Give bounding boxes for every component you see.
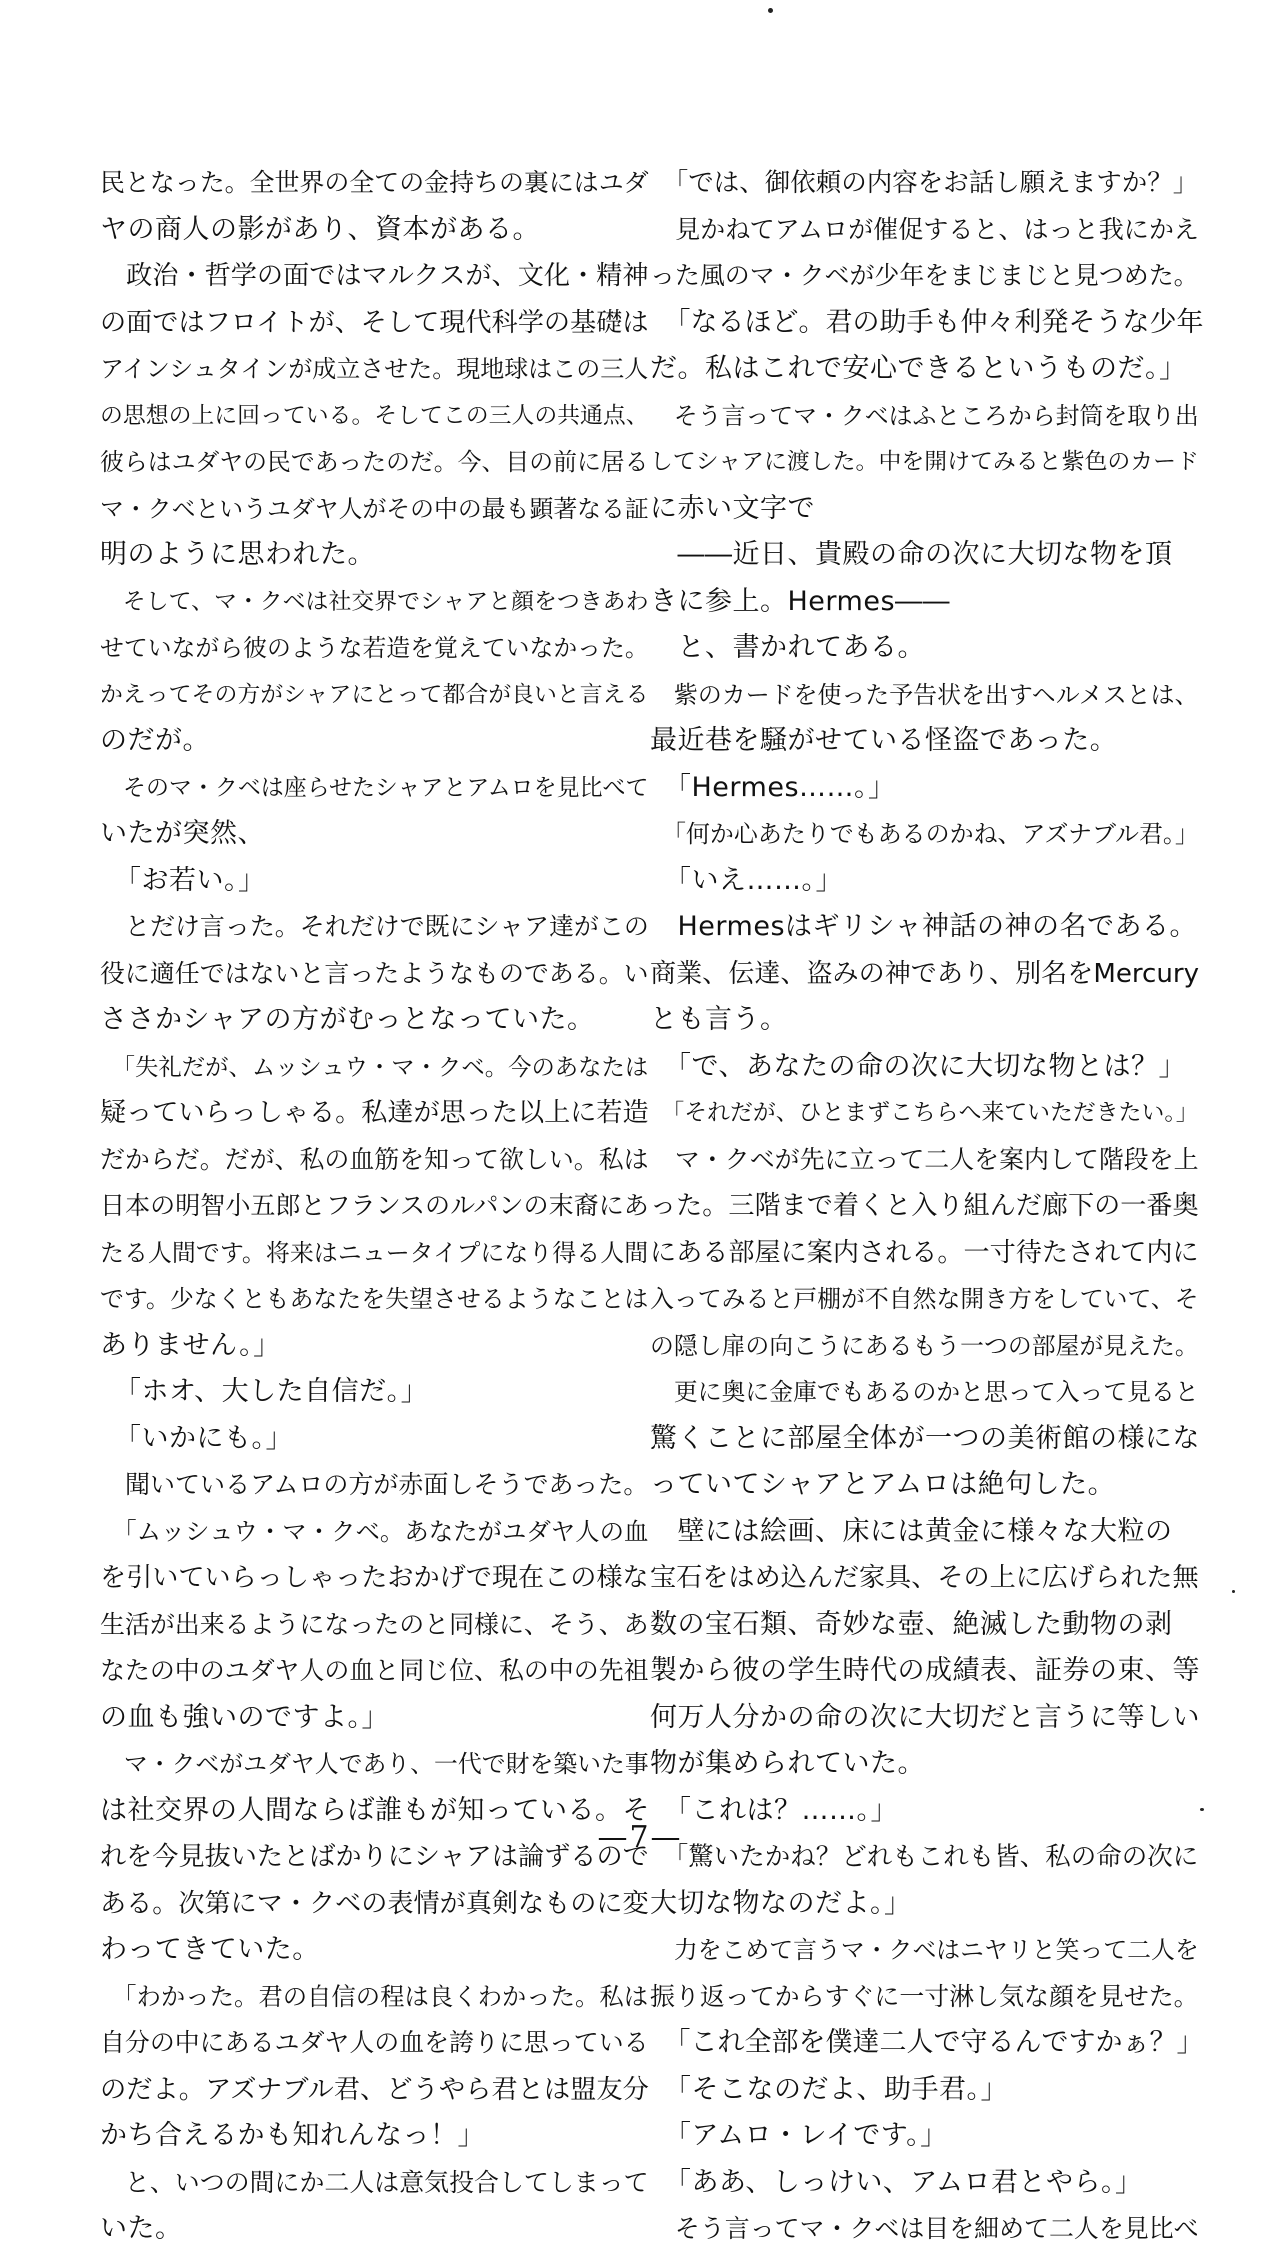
text-line: 物が集められていた。 <box>650 1748 925 1779</box>
text-line: 「いかにも。」 <box>100 1422 293 1454</box>
text-line: 「ああ、しっけい、アムロ君とやら。」 <box>650 2166 1143 2198</box>
text-line: 見かねてアムロが催促すると、はっと我にかえ <box>650 214 1199 244</box>
text-line: った風のマ・クベが少年をまじまじと見つめた。 <box>650 261 1199 290</box>
ink-speck <box>1232 1590 1235 1593</box>
text-line: の面ではフロイトが、そして現代科学の基礎は <box>100 307 649 338</box>
text-line: っていてシャアとアムロは絶句した。 <box>650 1469 1116 1500</box>
text-line: マ・クベが先に立って二人を案内して階段を上 <box>650 1144 1199 1174</box>
text-column-right <box>650 160 1210 2253</box>
text-line: 彼らはユダヤの民であったのだ。今、目の前に居る <box>100 448 649 476</box>
text-line: った。三階まで着くと入り組んだ廊下の一番奥 <box>650 1191 1199 1221</box>
text-line: 政治・哲学の面ではマルクスが、文化・精神 <box>100 261 649 291</box>
text-line: 「これは？……。」 <box>650 1794 898 1826</box>
text-line: 壁には絵画、床には黄金に様々な大粒の <box>650 1515 1173 1547</box>
text-line: 「これ全部を僕達二人で守るんですかぁ？」 <box>650 2027 1204 2058</box>
text-line: 「Hermes……。」 <box>650 771 896 803</box>
text-line: そして、マ・クベは社交界でシャアと顔をつきあわ <box>100 588 649 615</box>
text-line: 紫のカードを使った予告状を出すヘルメスとは、 <box>650 680 1199 709</box>
text-line: と、書かれてある。 <box>650 632 925 663</box>
text-line: 更に奥に金庫でもあるのかと思って入って見ると <box>650 1378 1199 1406</box>
text-line: です。少なくともあなたを失望させるようなことは <box>100 1285 649 1313</box>
text-line: 「ムッシュウ・マ・クベ。あなたがユダヤ人の血 <box>100 1516 649 1546</box>
text-line: 「で、あなたの命の次に大切な物とは？」 <box>650 1050 1186 1082</box>
text-line: とも言う。 <box>650 1004 788 1035</box>
text-line: 驚くことに部屋全体が一つの美術館の様にな <box>650 1422 1200 1454</box>
text-column-left <box>100 160 660 2253</box>
text-line: 商業、伝達、盗みの神であり、別名をMercury <box>650 958 1200 989</box>
text-line: 「なるほど。君の助手も仲々利発そうな少年 <box>650 306 1204 338</box>
text-line: 生活が出来るようになったのと同様に、そう、あ <box>100 1609 649 1639</box>
text-line: 宝石をはめ込んだ家具、その上に広げられた無 <box>650 1563 1199 1593</box>
text-line: せていながら彼のような若造を覚えていなかった。 <box>100 634 649 662</box>
text-line: きに参上。Hermes―― <box>650 585 951 617</box>
text-line: のだよ。アズナブル君、どうやら君とは盟友分 <box>100 2074 649 2105</box>
text-line: を引いていらっしゃったおかげで現在この様な <box>100 1563 649 1593</box>
text-line: 数の宝石類、奇妙な壺、絶滅した動物の剥 <box>650 1608 1173 1640</box>
page-number: —7— <box>597 1820 683 1855</box>
text-line: いた。 <box>100 2213 183 2244</box>
text-line: かえってその方がシャアにとって都合が良いと言える <box>100 681 649 708</box>
text-line: なたの中のユダヤ人の血と同じ位、私の中の先祖 <box>100 1656 649 1685</box>
text-line: のだが。 <box>100 725 210 756</box>
text-line: そう言ってマ・クベは目を細めて二人を見比べ <box>650 2214 1199 2243</box>
text-line: 「ホオ、大した自信だ。」 <box>100 1376 429 1407</box>
text-line: 「驚いたかね？どれもこれも皆、私の命の次に <box>650 1842 1199 1872</box>
text-line: ささかシャアの方がむっとなっていた。 <box>100 1004 595 1035</box>
text-line: 振り返ってからすぐに一寸淋し気な顔を見せた。 <box>650 1981 1199 2011</box>
text-line: だ。私はこれで安心できるというものだ。」 <box>650 353 1187 384</box>
ink-speck <box>1200 1808 1204 1811</box>
text-line: してシャアに渡した。中を開けてみると紫色のカード <box>650 449 1199 475</box>
text-line: たる人間です。将来はニュータイプになり得る人間 <box>100 1238 649 1267</box>
text-line: Hermesはギリシャ神話の神の名である。 <box>650 911 1197 942</box>
text-line: 民となった。全世界の全ての金持ちの裏にはユダ <box>100 168 649 197</box>
text-line: 「それだが、ひとまずこちらへ来ていただきたい。」 <box>650 1100 1199 1126</box>
text-line: いたが突然、 <box>100 818 265 849</box>
text-line: ある。次第にマ・クベの表情が真剣なものに変 <box>100 1888 649 1919</box>
text-line: 「そこなのだよ、助手君。」 <box>650 2073 1008 2105</box>
text-line: 「いえ……。」 <box>650 864 843 896</box>
text-line: は社交界の人間ならば誰もが知っている。そ <box>100 1794 650 1826</box>
text-line: 聞いているアムロの方が赤面しそうであった。 <box>100 1470 649 1499</box>
text-line: ヤの商人の影があり、資本がある。 <box>100 213 540 245</box>
text-line: 日本の明智小五郎とフランスのルパンの末裔にあ <box>100 1191 649 1220</box>
text-line: ――近日、貴殿の命の次に大切な物を頂 <box>650 539 1173 570</box>
text-line: 何万人分かの命の次に大切だと言うに等しい <box>650 1701 1200 1733</box>
text-line: 自分の中にあるユダヤ人の血を誇りに思っている <box>100 2028 649 2057</box>
text-line: 入ってみると戸棚が不自然な開き方をしていて、そ <box>650 1285 1199 1313</box>
ink-speck <box>768 8 773 13</box>
text-line: にある部屋に案内される。一寸待たされて内に <box>650 1237 1199 1268</box>
text-line: 明のように思われた。 <box>100 539 375 570</box>
text-line: かち合えるかも知れんなっ！」 <box>100 2120 485 2151</box>
text-line: とだけ言った。それだけで既にシャア達がこの <box>100 912 649 941</box>
text-line: 「何か心あたりでもあるのかね、アズナブル君。」 <box>650 820 1199 848</box>
text-line: 「アムロ・レイです。」 <box>650 2120 948 2151</box>
text-line: アインシュタインが成立させた。現地球はこの三人 <box>100 355 649 383</box>
text-line: 「失礼だが、ムッシュウ・マ・クベ。今のあなたは <box>100 1052 649 1081</box>
text-line: の思想の上に回っている。そしてこの三人の共通点、 <box>100 402 649 429</box>
text-line: そう言ってマ・クベはふところから封筒を取り出 <box>650 401 1199 430</box>
text-line: ありません。」 <box>100 1329 281 1361</box>
text-line: マ・クベというユダヤ人がその中の最も顕著なる証 <box>100 494 649 523</box>
text-line: 製から彼の学生時代の成績表、証券の束、等 <box>650 1655 1200 1686</box>
text-line: に赤い文字で <box>650 492 815 524</box>
text-line: 「では、御依頼の内容をお話し願えますか？」 <box>650 168 1199 198</box>
text-line: 力をこめて言うマ・クベはニヤリと笑って二人を <box>650 1936 1199 1964</box>
text-line: わってきていた。 <box>100 1934 320 1965</box>
text-line: 役に適任ではないと言ったようなものである。い <box>100 958 649 988</box>
text-line: の隠し扉の向こうにあるもう一つの部屋が見えた。 <box>650 1331 1199 1360</box>
text-line: れを今見抜いたとばかりにシャアは論ずるので <box>100 1842 649 1872</box>
text-line: 「お若い。」 <box>100 864 266 896</box>
text-line: 最近巷を騒がせている怪盗であった。 <box>650 725 1118 756</box>
text-line: 大切な物なのだよ。」 <box>650 1887 912 1919</box>
text-line: マ・クベがユダヤ人であり、一代で財を築いた事 <box>100 1750 649 1778</box>
text-line: そのマ・クベは座らせたシャアとアムロを見比べて <box>100 774 649 801</box>
text-line: 疑っていらっしゃる。私達が思った以上に若造 <box>100 1098 649 1128</box>
text-line: だからだ。だが、私の血筋を知って欲しい。私は <box>100 1144 649 1174</box>
text-line: と、いつの間にか二人は意気投合してしまって <box>100 2167 649 2197</box>
text-line: 「わかった。君の自信の程は良くわかった。私は <box>100 1981 649 2011</box>
text-line: の血も強いのですよ。」 <box>100 1701 389 1733</box>
